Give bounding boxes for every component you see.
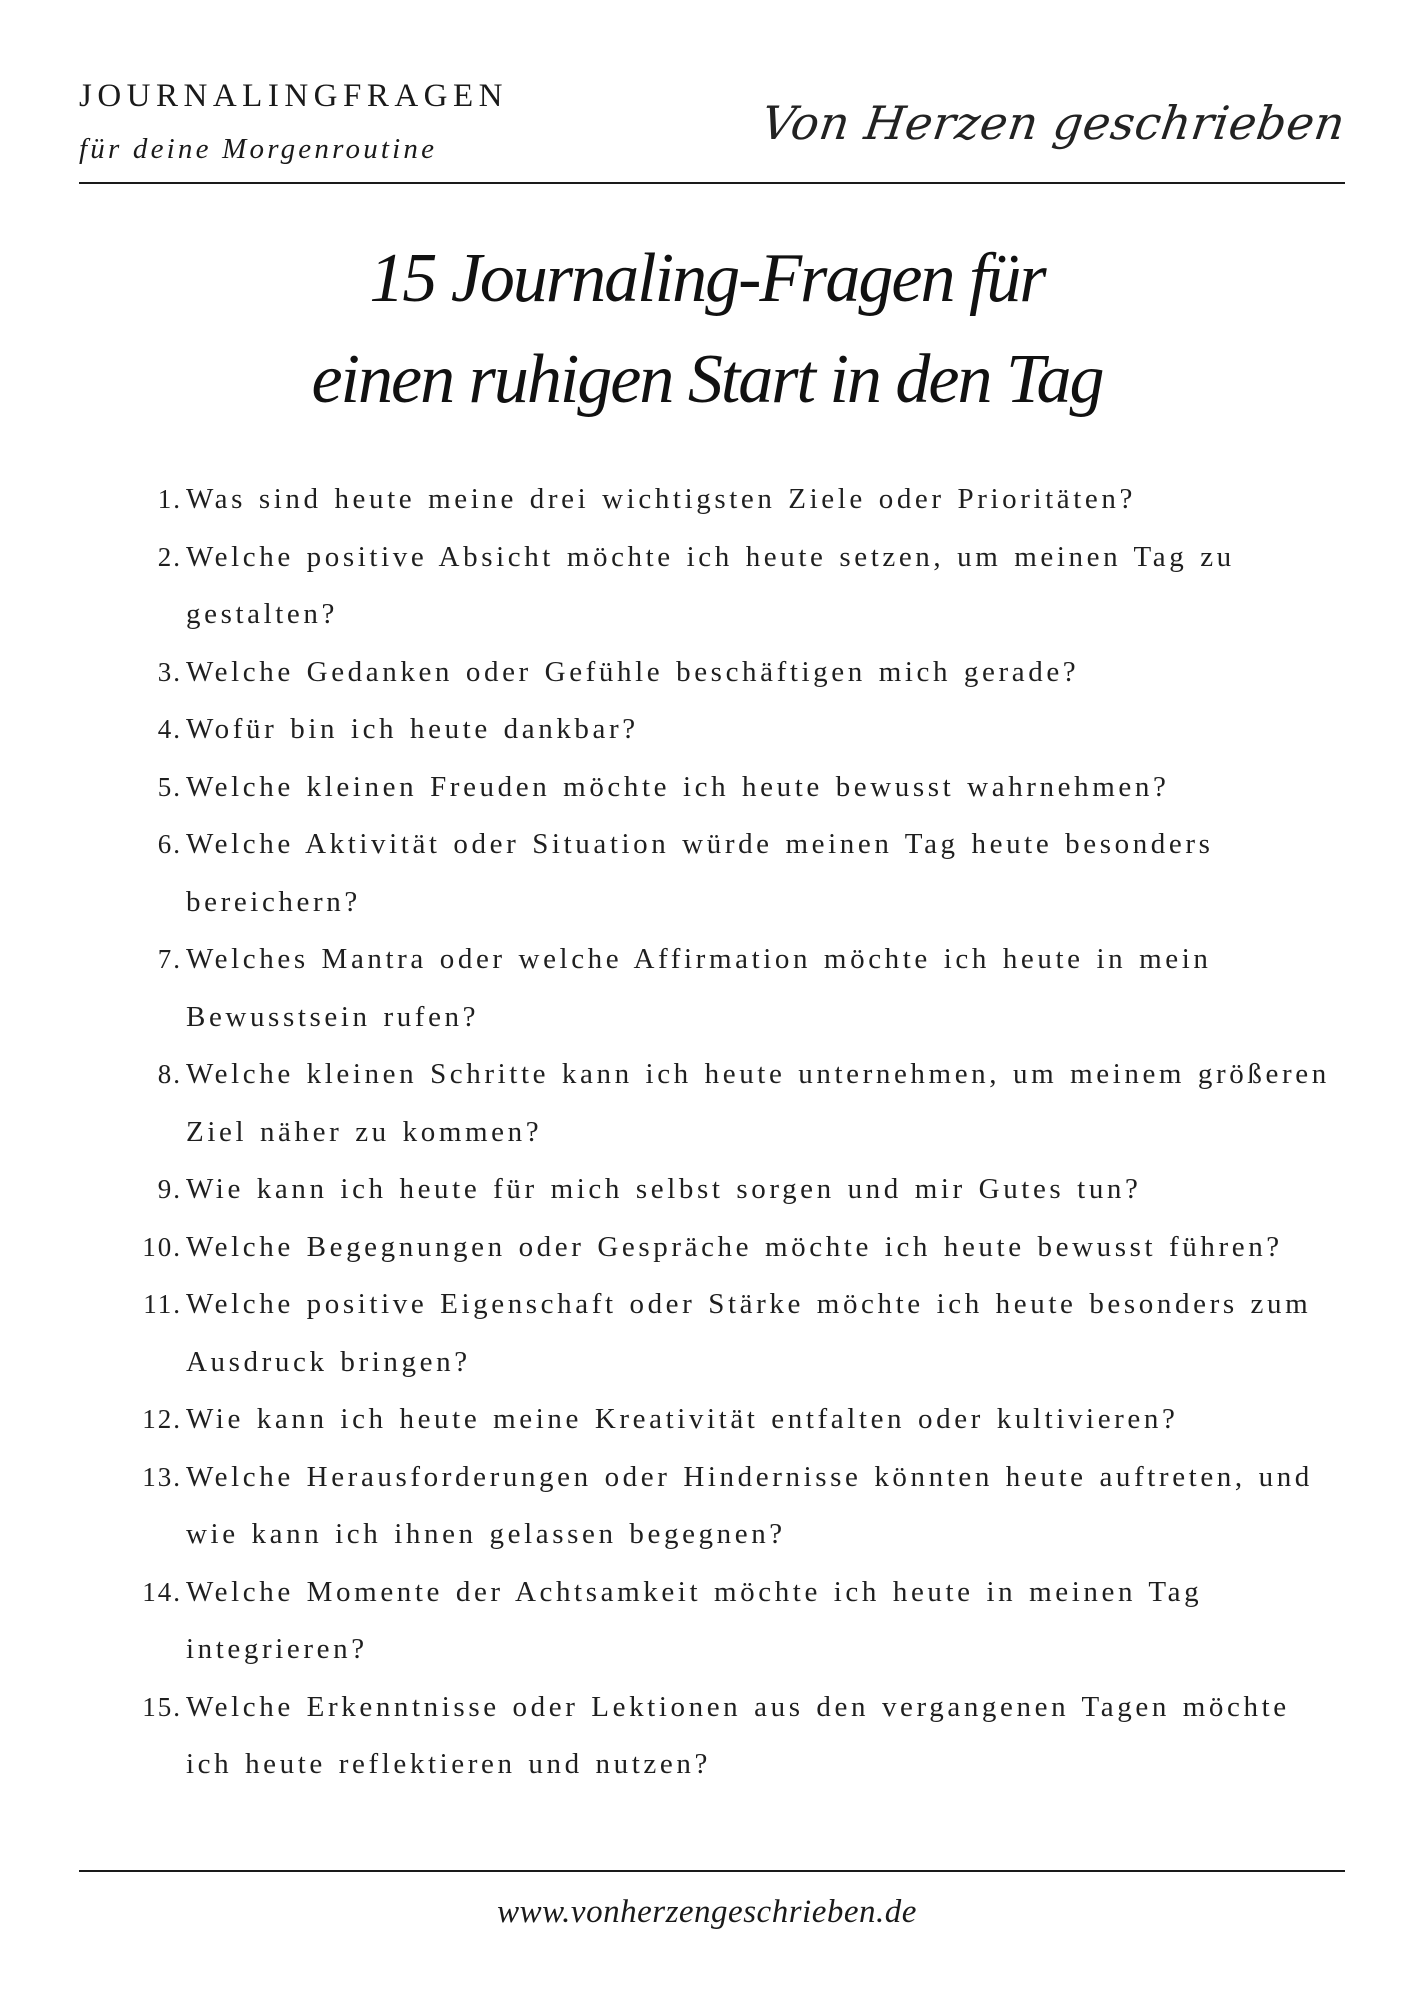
question-text: Welche Aktivität oder Situation würde meinen Tag heute besonders bereichern?	[186, 828, 1214, 918]
page-title-line-1: 15 Journaling-Fragen für	[369, 240, 1045, 317]
question-number: 11.	[143, 1289, 182, 1319]
question-item-1	[140, 471, 1330, 529]
question-item-2	[140, 529, 1330, 644]
question-item-14	[140, 1564, 1330, 1679]
header-title: JOURNALINGFRAGEN	[79, 78, 509, 114]
question-item-3	[140, 644, 1330, 702]
page-header	[79, 78, 1349, 183]
question-text: Welches Mantra oder welche Affirmation möchte ich heute in mein Bewusstsein rufen?	[186, 943, 1212, 1033]
question-text: Wie kann ich heute meine Kreativität entfalten oder kultivieren?	[186, 1403, 1179, 1435]
question-text: Welche positive Absicht möchte ich heute setzen, um meinen Tag zu gestalten?	[186, 540, 1235, 630]
question-item-5	[140, 759, 1330, 817]
question-item-12	[140, 1391, 1330, 1449]
header-subtitle: für deine Morgenroutine	[79, 133, 438, 165]
question-text: Welche Erkenntnisse oder Lektionen aus den vergangenen Tagen möchte ich heute reflektieren und nutzen?	[186, 1690, 1290, 1780]
question-item-13	[140, 1449, 1330, 1564]
question-item-9	[140, 1161, 1330, 1219]
question-item-15	[140, 1679, 1330, 1794]
question-number: 14.	[142, 1576, 182, 1607]
question-number: 13.	[142, 1461, 182, 1492]
question-number: 3.	[157, 656, 182, 687]
bottom-divider	[79, 1870, 1345, 1872]
question-item-6	[140, 816, 1330, 931]
brand-logo	[758, 78, 1349, 168]
question-text: Welche Begegnungen oder Gespräche möchte ich heute bewusst führen?	[186, 1230, 1283, 1263]
footer-url: www.vonherzengeschrieben.de	[497, 1894, 917, 1930]
question-item-7	[140, 931, 1330, 1046]
question-item-10	[140, 1219, 1330, 1277]
question-number: 12.	[142, 1404, 182, 1434]
question-number: 5.	[157, 771, 182, 802]
question-text: Welche Momente der Achtsamkeit möchte ich heute in meinen Tag integrieren?	[186, 1575, 1203, 1665]
question-text: Wie kann ich heute für mich selbst sorgen und mir Gutes tun?	[186, 1173, 1142, 1205]
question-item-11	[140, 1276, 1330, 1391]
top-divider	[79, 182, 1345, 184]
page-title-line-2: einen ruhigen Start in den Tag	[311, 341, 1103, 418]
question-number: 1.	[157, 484, 182, 514]
question-item-8	[140, 1046, 1330, 1161]
question-text: Was sind heute meine drei wichtigsten Ziele oder Prioritäten?	[186, 483, 1136, 515]
question-text: Welche kleinen Schritte kann ich heute unternehmen, um meinem größeren Ziel näher zu kommen?	[186, 1058, 1330, 1148]
question-number: 9.	[157, 1174, 182, 1204]
page-title	[0, 228, 1414, 430]
page-footer	[0, 1894, 1414, 1931]
question-number: 8.	[157, 1059, 182, 1089]
question-number: 2.	[157, 541, 182, 572]
question-number: 15.	[142, 1691, 182, 1722]
question-number: 10.	[142, 1231, 182, 1262]
question-number: 7.	[157, 944, 182, 974]
question-text: Welche kleinen Freuden möchte ich heute bewusst wahrnehmen?	[186, 770, 1170, 803]
question-text: Welche Gedanken oder Gefühle beschäftigen mich gerade?	[186, 655, 1080, 688]
question-text: Welche Herausforderungen oder Hindernisse könnten heute auftreten, und wie kann ich ihnen gelassen begegnen?	[186, 1460, 1313, 1550]
question-list	[140, 471, 1330, 1794]
question-number: 6.	[157, 829, 182, 859]
question-item-4	[140, 701, 1330, 759]
question-text: Wofür bin ich heute dankbar?	[186, 713, 639, 745]
question-text: Welche positive Eigenschaft oder Stärke möchte ich heute besonders zum Ausdruck bringen?	[186, 1288, 1312, 1378]
brand-signature: Von Herzen geschrieben	[758, 96, 1349, 150]
question-number: 4.	[157, 714, 182, 744]
